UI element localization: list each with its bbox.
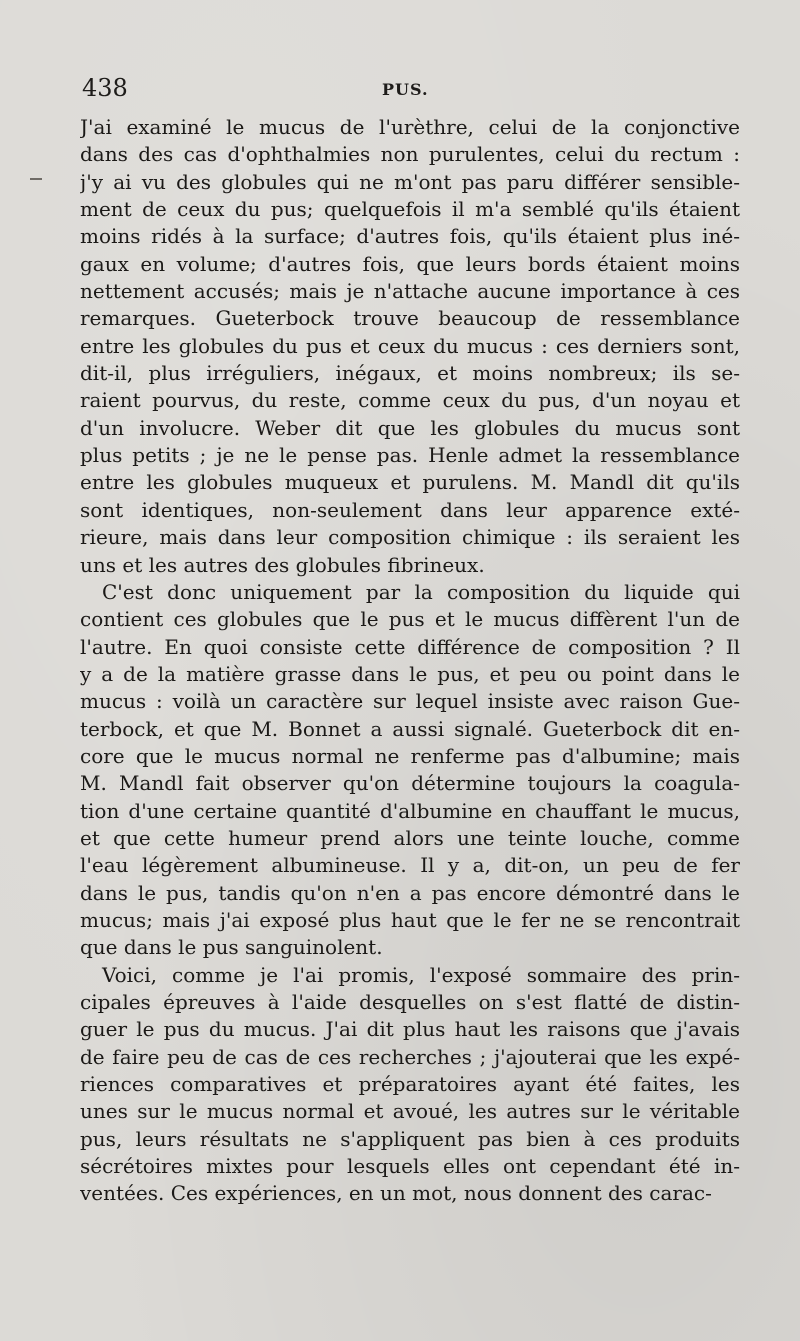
text-line: Voici, comme je l'ai promis, l'exposé sommaire des prin- <box>102 962 740 987</box>
running-head: PUS. <box>382 80 429 99</box>
text-line: plus petits ; je ne le pense pas. Henle admet la ressemblance <box>80 443 740 468</box>
text-line: sécrétoires mixtes pour lesquels elles ont cependant été in- <box>80 1154 740 1179</box>
text-line: ment de ceux du pus; quelquefois il m'a semblé qu'ils étaient <box>80 197 740 222</box>
text-line: contient ces globules que le pus et le mucus diffèrent l'un de <box>80 607 740 632</box>
text-line: riences comparatives et préparatoires ayant été faites, les <box>80 1072 740 1097</box>
text-line: l'eau légèrement albumineuse. Il y a, dit-on, un peu de fer <box>80 853 740 878</box>
text-line: terbock, et que M. Bonnet a aussi signalé. Gueterbock dit en- <box>80 716 740 741</box>
paragraph <box>80 579 740 962</box>
text-line: cipales épreuves à l'aide desquelles on s'est flatté de distin- <box>80 990 740 1014</box>
page-header <box>82 72 738 108</box>
text-line: mucus : voilà un caractère sur lequel insiste avec raison Gue- <box>80 689 740 714</box>
text-line: dans le pus, tandis qu'on n'en a pas encore démontré dans le <box>80 880 740 905</box>
text-line: entre les globules muqueux et purulens. M. Mandl dit qu'ils <box>80 470 740 495</box>
body-text <box>80 114 740 1208</box>
paragraph <box>80 962 740 1208</box>
text-line: gaux en volume; d'autres fois, que leurs bords étaient moins <box>80 251 740 276</box>
text-line: pus, leurs résultats ne s'appliquent pas bien à ces produits <box>80 1126 740 1151</box>
page-number: 438 <box>82 74 128 102</box>
text-line: de faire peu de cas de ces recherches ; j'ajouterai que les expé- <box>80 1044 740 1069</box>
text-line: moins ridés à la surface; d'autres fois, qu'ils étaient plus iné- <box>80 224 740 249</box>
text-line: guer le pus du mucus. J'ai dit plus haut les raisons que j'avais <box>80 1017 740 1042</box>
text-line: rieure, mais dans leur composition chimique : ils seraient les <box>80 525 740 550</box>
text-line: entre les globules du pus et ceux du mucus : ces derniers sont, <box>80 333 740 358</box>
text-line: ventées. Ces expériences, en un mot, nous donnent des carac- <box>80 1181 712 1206</box>
text-line: y a de la matière grasse dans le pus, et peu ou point dans le <box>80 661 740 686</box>
text-line: dans des cas d'ophthalmies non purulentes, celui du rectum : <box>80 142 740 167</box>
text-line: j'y ai vu des globules qui ne m'ont pas paru différer sensible- <box>80 169 740 194</box>
text-line: unes sur le mucus normal et avoué, les autres sur le véritable <box>80 1099 740 1124</box>
text-line: uns et les autres des globules fibrineux. <box>80 552 485 577</box>
text-line: que dans le pus sanguinolent. <box>80 935 383 960</box>
text-line: remarques. Gueterbock trouve beaucoup de ressemblance <box>80 306 740 331</box>
text-line: nettement accusés; mais je n'attache aucune importance à ces <box>80 279 740 304</box>
text-line: tion d'une certaine quantité d'albumine en chauffant le mucus, <box>80 798 740 823</box>
text-line: mucus; mais j'ai exposé plus haut que le fer ne se rencontrait <box>80 907 740 932</box>
margin-mark <box>30 178 42 180</box>
text-line: l'autre. En quoi consiste cette différence de composition ? Il <box>80 634 740 659</box>
text-line: sont identiques, non-seulement dans leur apparence exté- <box>80 497 740 522</box>
text-line: raient pourvus, du reste, comme ceux du pus, d'un noyau et <box>80 388 740 413</box>
text-line: C'est donc uniquement par la composition du liquide qui <box>102 579 740 604</box>
text-line: dit-il, plus irréguliers, inégaux, et moins nombreux; ils se- <box>80 361 740 386</box>
paragraph <box>80 114 740 579</box>
text-line: J'ai examiné le mucus de l'urèthre, celui de la conjonctive <box>80 115 740 139</box>
text-line: core que le mucus normal ne renferme pas d'albumine; mais <box>80 743 740 768</box>
text-line: d'un involucre. Weber dit que les globules du mucus sont <box>80 415 740 440</box>
text-line: et que cette humeur prend alors une teinte louche, comme <box>80 825 740 850</box>
text-line: M. Mandl fait observer qu'on détermine toujours la coagula- <box>80 771 740 796</box>
